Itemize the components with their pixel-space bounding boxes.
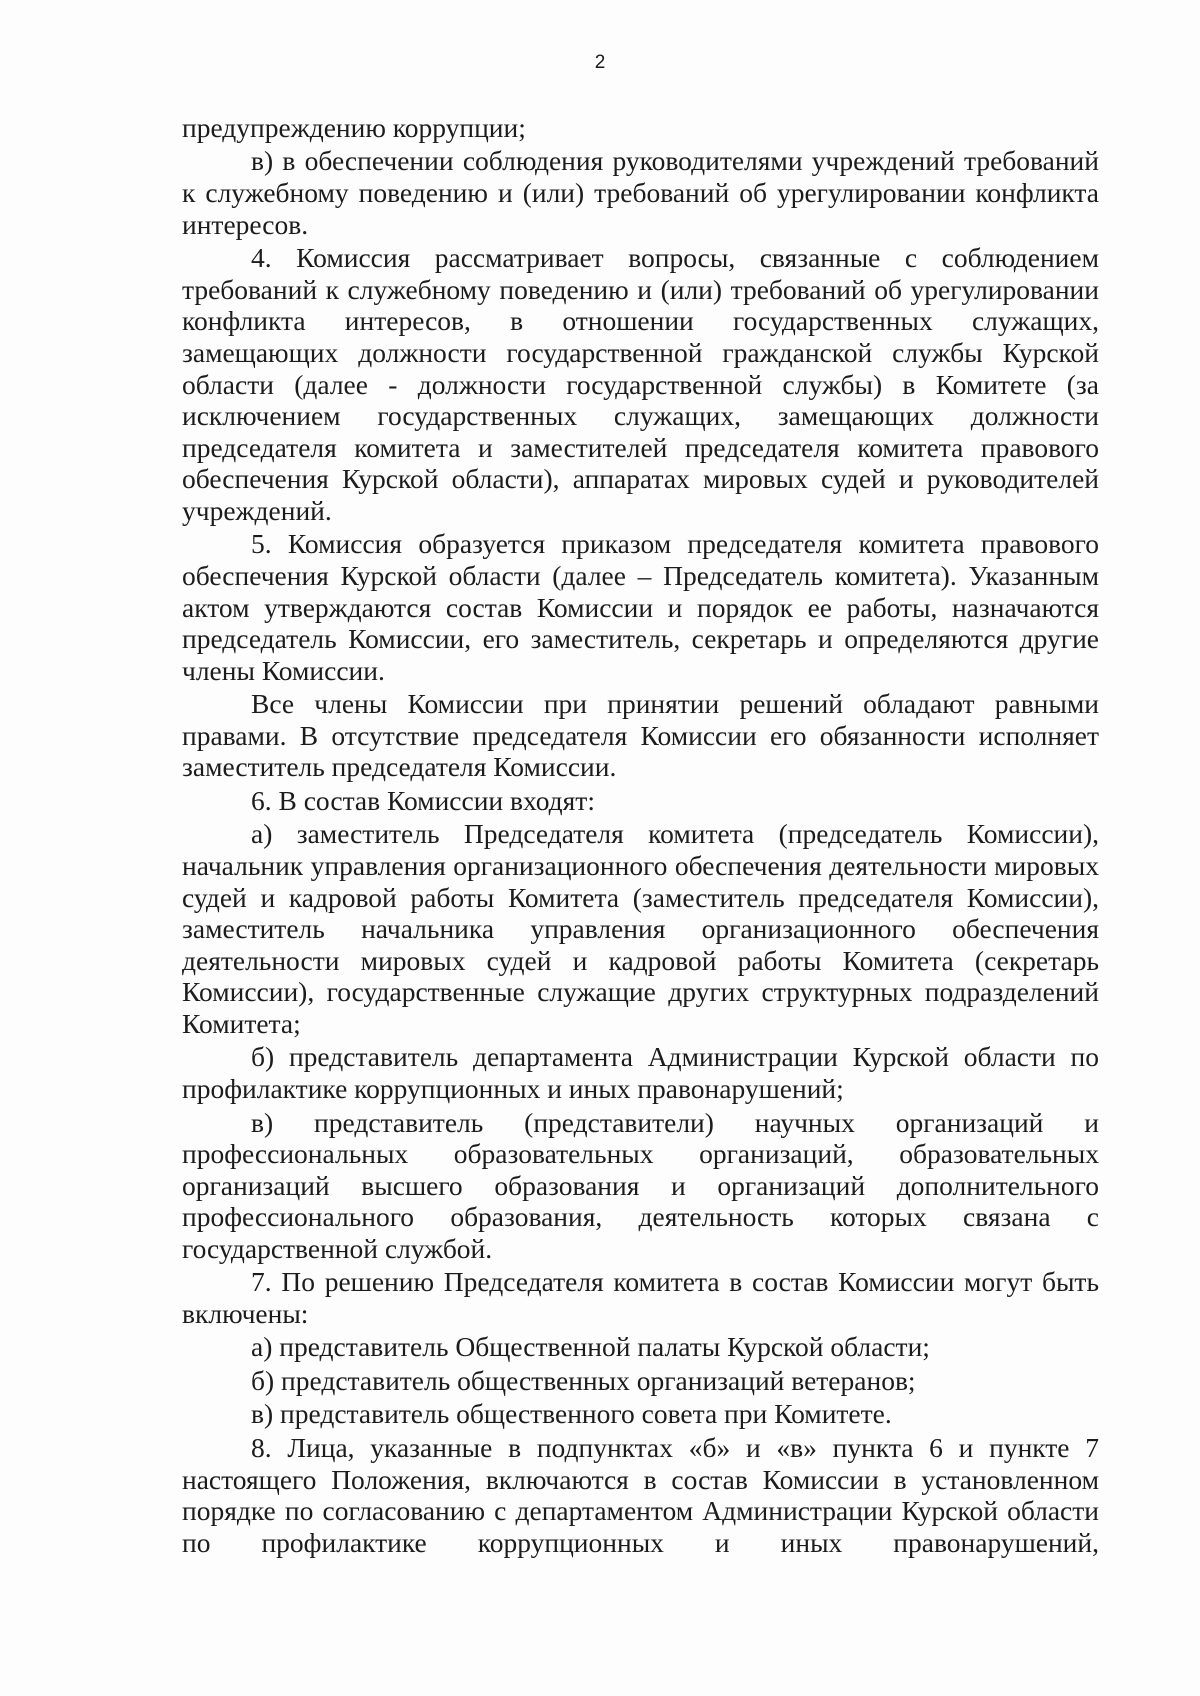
paragraph: 6. В состав Комиссии входят: — [251, 784, 595, 816]
paragraph: 7. По решению Председателя комитета в состав Комиссии могут быть включены: — [182, 1266, 1099, 1329]
paragraph: в) представитель (представители) научных организаций и профессиональных образовательных организаций, образовательных организаций высшего образования и организаций дополнительного профессионального образования, деятельность которых связана с государственной службой. — [182, 1106, 1099, 1264]
paragraph: 5. Комиссия образуется приказом председателя комитета правового обеспечения Курской области (далее – Председатель комитета). Указанным актом утверждаются состав Комиссии и порядок ее работы, назначаются председатель Комиссии, его заместитель, секретарь и определяются другие члены Комиссии. — [182, 528, 1099, 686]
paragraph: в) представитель общественного совета при Комитете. — [251, 1398, 892, 1430]
paragraph: б) представитель общественных организаций ветеранов; — [251, 1364, 916, 1396]
paragraph: Все члены Комиссии при принятии решений обладают равными правами. В отсутствие председателя Комиссии его обязанности исполняет заместитель председателя Комиссии. — [182, 688, 1099, 783]
paragraph: предупреждению коррупции; — [182, 112, 526, 143]
document-body — [182, 112, 1099, 1560]
page-number: 2 — [594, 52, 606, 73]
paragraph: в) в обеспечении соблюдения руководителями учреждений требований к служебному поведению и (или) требований об урегулировании конфликта интересов. — [182, 145, 1099, 240]
paragraph: а) представитель Общественной палаты Курской области; — [251, 1331, 930, 1363]
paragraph: а) заместитель Председателя комитета (председатель Комиссии), начальник управления организационного обеспечения деятельности мировых судей и кадровой работы Комитета (заместитель председателя Комиссии), заместитель начальника управления организационного обеспечения деятельности мировых судей и кадровой работы Комитета (секретарь Комиссии), государственные служащие других структурных подразделений Комитета; — [182, 818, 1099, 1039]
paragraph: 8. Лица, указанные в подпунктах «б» и «в» пункта 6 и пункте 7 настоящего Положения, включаются в состав Комиссии в установленном порядке по согласованию с департаментом Администрации Курской области по профилактике коррупционных и иных правонарушений, — [182, 1431, 1099, 1558]
paragraph: 4. Комиссия рассматривает вопросы, связанные с соблюдением требований к служебному поведению и (или) требований об урегулировании конфликта интересов, в отношении государственных служащих, замещающих должности государственной гражданской службы Курской области (далее - должности государственной службы) в Комитете (за исключением государственных служащих, замещающих должности председателя комитета и заместителей председателя комитета правового обеспечения Курской области), аппаратах мировых судей и руководителей учреждений. — [182, 242, 1099, 526]
paragraph: б) представитель департамента Администрации Курской области по профилактике коррупционных и иных правонарушений; — [182, 1041, 1099, 1105]
